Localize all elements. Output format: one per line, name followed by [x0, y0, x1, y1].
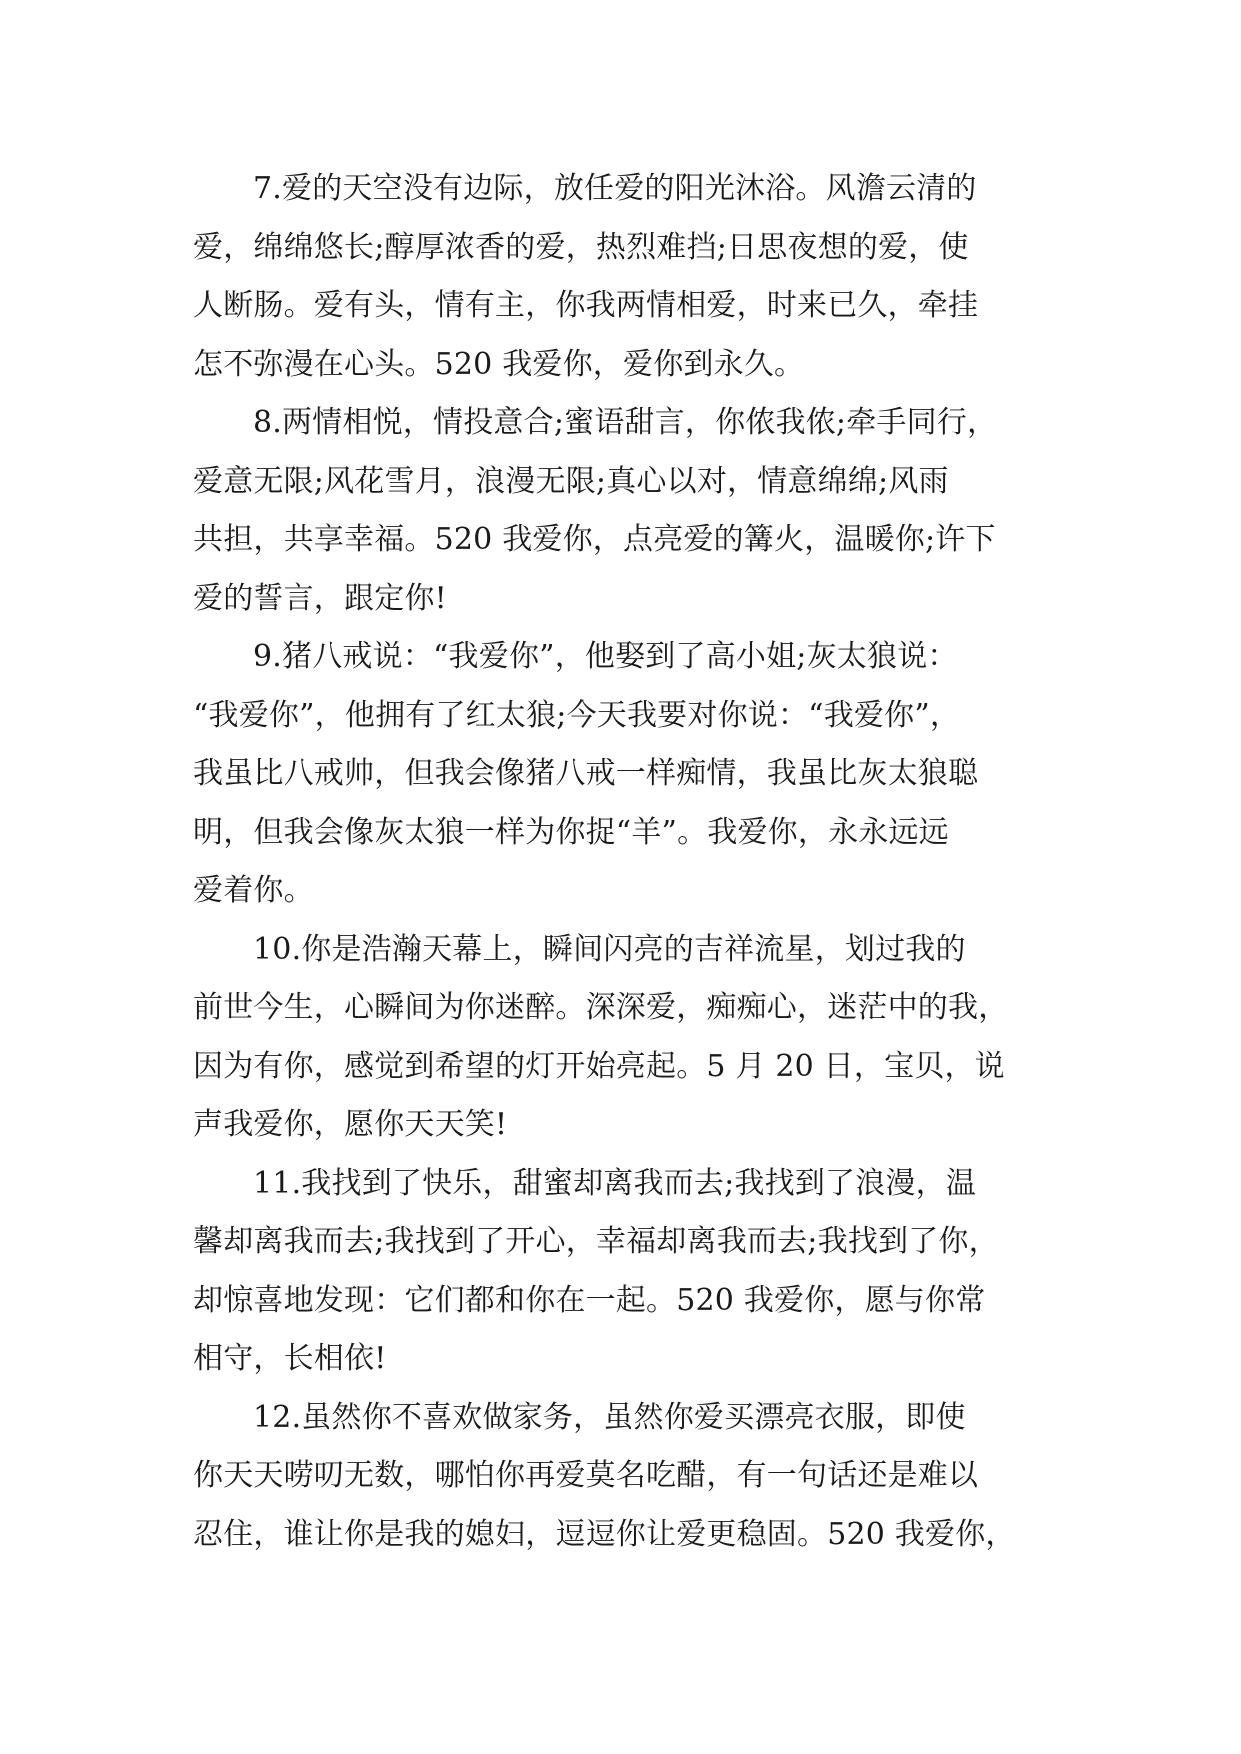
paragraph-10 [193, 921, 1053, 1155]
text-line: 7.爱的天空没有边际，放任爱的阳光沐浴。风澹云清的 [253, 171, 977, 206]
text-line: 却惊喜地发现：它们都和你在一起。520 我爱你，愿与你常 [193, 1282, 986, 1318]
paragraph-11 [193, 1155, 1053, 1389]
text-line: 爱的誓言，跟定你! [193, 580, 447, 616]
text-line: 爱着你。 [193, 873, 314, 908]
text-line: 怎不弥漫在心头。520 我爱你，爱你到永久。 [193, 346, 805, 382]
paragraph-9 [193, 628, 1053, 921]
text-line: 前世今生，心瞬间为你迷醉。深深爱，痴痴心，迷茫中的我， [193, 990, 1009, 1025]
text-line: 我虽比八戒帅，但我会像猪八戒一样痴情，我虽比灰太狼聪 [193, 756, 979, 791]
document-page [193, 160, 1053, 1564]
text-line: 人断肠。爱有头，情有主，你我两情相爱，时来已久，牵挂 [193, 288, 979, 323]
text-line: 爱，绵绵悠长;醇厚浓香的爱，热烈难挡;日思夜想的爱，使 [193, 229, 969, 265]
text-line: 11.我找到了快乐，甜蜜却离我而去;我找到了浪漫，温 [253, 1165, 977, 1201]
paragraph-7 [193, 160, 1053, 394]
paragraph-12 [193, 1389, 1053, 1565]
text-line: 10.你是浩瀚天幕上，瞬间闪亮的吉祥流星，划过我的 [253, 931, 966, 967]
text-line: 9.猪八戒说：“我爱你”，他娶到了高小姐;灰太狼说： [253, 639, 958, 674]
text-line: 声我爱你，愿你天天笑! [193, 1107, 508, 1142]
text-line: “我爱你”，他拥有了红太狼;今天我要对你说：“我爱你”， [193, 697, 961, 733]
text-line: 8.两情相悦，情投意合;蜜语甜言，你侬我侬;牵手同行， [253, 405, 998, 440]
text-line: 相守，长相依! [193, 1341, 387, 1376]
text-line: 爱意无限;风花雪月，浪漫无限;真心以对，情意绵绵;风雨 [193, 463, 949, 499]
paragraph-8 [193, 394, 1053, 628]
text-line: 你天天唠叨无数，哪怕你再爱莫名吃醋，有一句话还是难以 [193, 1458, 979, 1493]
text-line: 明，但我会像灰太狼一样为你捉“羊”。我爱你，永永远远 [193, 814, 949, 850]
text-line: 忍住，谁让你是我的媳妇，逗逗你让爱更稳固。520 我爱你， [193, 1516, 1016, 1552]
text-line: 共担，共享幸福。520 我爱你，点亮爱的篝火，温暖你;许下 [193, 522, 996, 557]
text-line: 12.虽然你不喜欢做家务，虽然你爱买漂亮衣服，即使 [253, 1399, 966, 1435]
text-line: 因为有你，感觉到希望的灯开始亮起。5 月 20 日，宝贝，说 [193, 1048, 1005, 1084]
text-line: 馨却离我而去;我找到了开心，幸福却离我而去;我找到了你， [193, 1224, 999, 1259]
